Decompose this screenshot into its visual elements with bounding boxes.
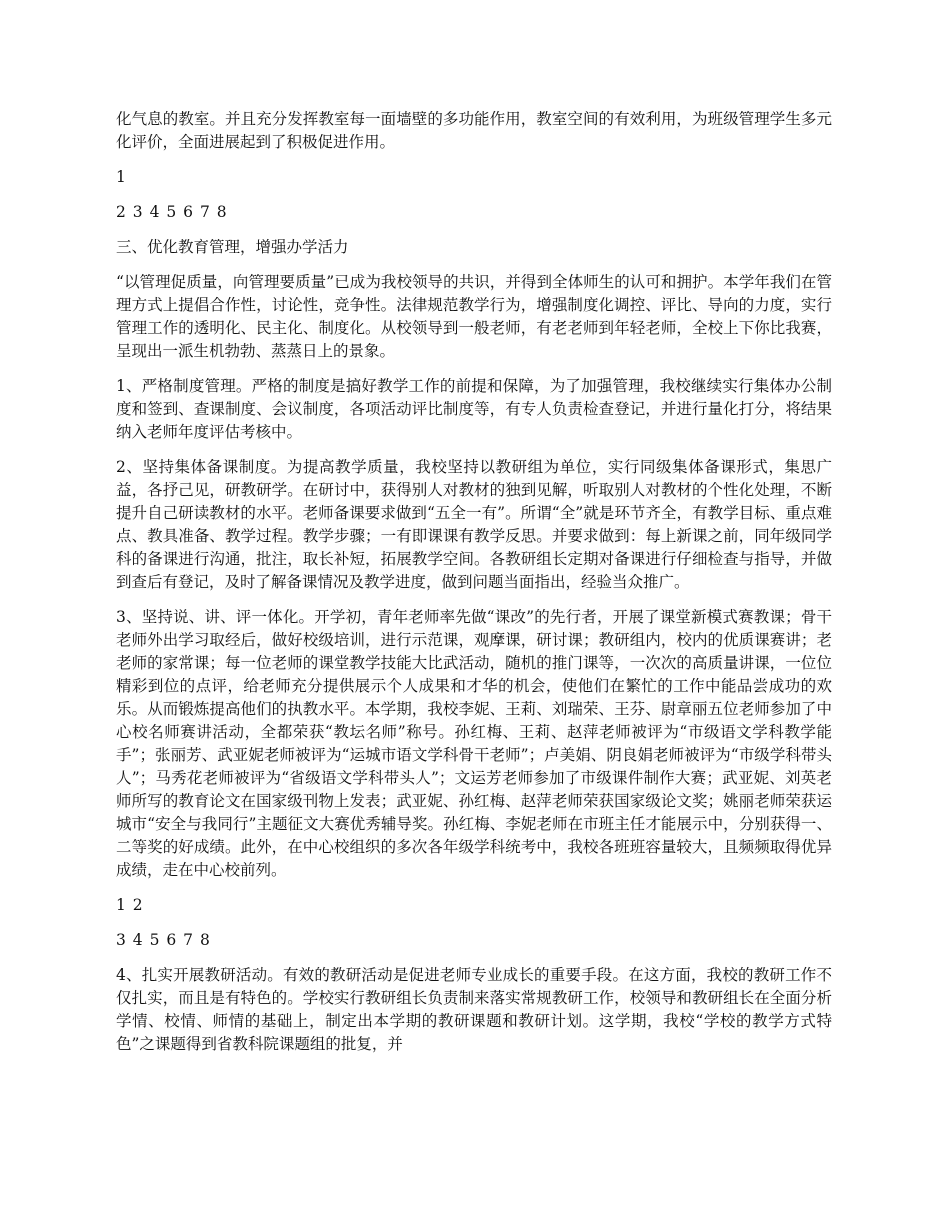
paragraph-item-3: 3、坚持说、讲、评一体化。开学初，青年老师率先做“课改”的先行者，开展了课堂新模式赛教课；骨干老师外出学习取经后，做好校级培训，进行示范课，观摩课，研讨课；教研组内，校内的优质课赛讲；老老师的家常课；每一位老师的课堂教学技能大比武活动，随机的推门课等，一次次的高质量讲课，一位位精彩到位的点评，给老师充分提供展示个人成果和才华的机会，使他们在繁忙的工作中能品尝成功的欢乐。从而锻炼提高他们的执教水平。本学期，我校李妮、王莉、刘瑞荣、王芬、尉章丽五位老师参加了中心校名师赛讲活动，全都荣获“教坛名师”称号。孙红梅、王莉、赵萍老师被评为“市级语文学科教学能手”；张丽芳、武亚妮老师被评为“运城市语文学科骨干老师”；卢美娟、阴良娟老师被评为“市级学科带头人”；马秀花老师被评为“省级语文学科带头人”；文运芳老师参加了市级课件制作大赛；武亚妮、刘英老师所写的教育论文在国家级刊物上发表；武亚妮、孙红梅、赵萍老师荣获国家级论文奖；姚丽老师荣获运城市“安全与我同行”主题征文大赛优秀辅导奖。孙红梅、李妮老师在市班主任才能展示中，分别获得一、二等奖的好成绩。此外，在中心校组织的多次各年级学科统考中，我校各班班容量较大，且频频取得优异成绩，走在中心校前列。 — [116, 608, 832, 879]
paragraph-item-4: 4、扎实开展教研活动。有效的教研活动是促进老师专业成长的重要手段。在这方面，我校的教研工作不仅扎实，而且是有特色的。学校实行教研组长负责制来落实常规教研工作，校领导和教研组长在全面分析学情、校情、师情的基础上，制定出本学期的教研课题和教研计划。这学期，我校“学校的教学方式特色”之课题得到省教科院课题组的批复，并 — [116, 966, 832, 1053]
paragraph-item-2: 2、坚持集体备课制度。为提高教学质量，我校坚持以教研组为单位，实行同级集体备课形式，集思广益，各抒己见，研教研学。在研讨中，获得别人对教材的独到见解，听取别人对教材的个性化处理，不断提升自己研读教材的水平。老师备课要求做到“五全一有”。所谓“全”就是环节齐全，有教学目标、重点难点、教具准备、教学过程。教学步骤；一有即课课有教学反思。并要求做到：每上新课之前，同年级同学科的备课进行沟通，批注，取长补短，拓展教学空间。各教研组长定期对备课进行仔细检查与指导，并做到查后有登记，及时了解备课情况及教学进度，做到问题当面指出，经验当众推广。 — [116, 458, 832, 591]
page-nav-current[interactable]: 1 — [116, 168, 127, 186]
document-page — [116, 108, 832, 1068]
paragraph-management: “以管理促质量，向管理要质量”已成为我校领导的共识，并得到全体师生的认可和拥护。本学年我们在管理方式上提倡合作性，讨论性，竞争性。法律规范教学行为，增强制度化调控、评比、导向的力度，实行管理工作的透明化、民主化、制度化。从校领导到一般老师，有老老师到年轻老师，全校上下你比我赛，呈现出一派生机勃勃、蒸蒸日上的景象。 — [116, 273, 832, 360]
section-heading: 三、优化教育管理，增强办学活力 — [116, 238, 349, 256]
paragraph-intro: 化气息的教室。并且充分发挥教室每一面墙壁的多功能作用，教室空间的有效利用，为班级管理学生多元化评价，全面进展起到了积极促进作用。 — [116, 110, 832, 151]
page-nav-links-2[interactable]: 3 4 5 6 7 8 — [116, 931, 211, 949]
paragraph-item-1: 1、严格制度管理。严格的制度是搞好教学工作的前提和保障，为了加强管理，我校继续实行集体办公制度和签到、查课制度、会议制度，各项活动评比制度等，有专人负责检查登记，并进行量化打分，将结果纳入老师年度评估考核中。 — [116, 377, 832, 441]
page-nav-current-2[interactable]: 1 2 — [116, 896, 144, 914]
page-nav-links[interactable]: 2 3 4 5 6 7 8 — [116, 203, 228, 221]
